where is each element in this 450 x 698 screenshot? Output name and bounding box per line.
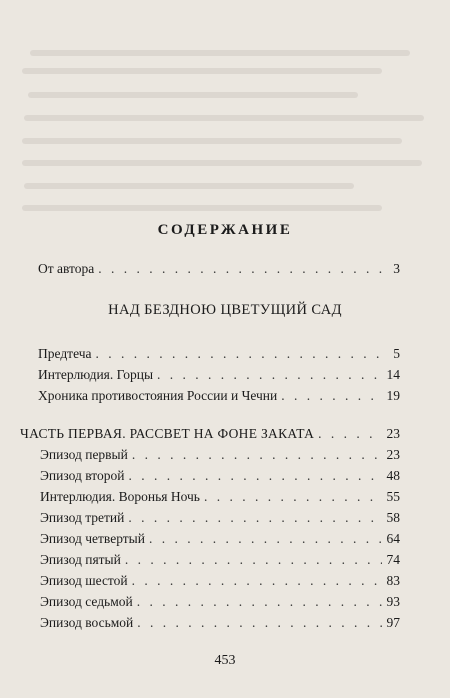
leader-dots [149, 530, 382, 548]
entry-label: Эпизод первый [40, 447, 128, 462]
toc-entry[interactable] [40, 467, 400, 485]
entry-label: От автора [38, 261, 95, 276]
toc-entry[interactable] [38, 387, 400, 405]
entry-label: Эпизод второй [40, 468, 125, 483]
entry-page: 97 [386, 615, 400, 630]
leader-dots [318, 425, 382, 443]
leader-dots [281, 387, 382, 405]
entry-page: 64 [386, 531, 400, 546]
entry-page: 19 [386, 388, 400, 403]
toc-entry[interactable] [40, 530, 400, 548]
toc-part-heading[interactable] [20, 425, 400, 443]
leader-dots [204, 488, 382, 506]
entry-page: 23 [386, 447, 400, 462]
toc-entry[interactable] [40, 509, 400, 527]
entry-page: 58 [386, 510, 400, 525]
leader-dots [132, 572, 382, 590]
leader-dots [128, 509, 382, 527]
entry-label: Эпизод восьмой [40, 615, 134, 630]
toc-entry[interactable] [40, 446, 400, 464]
entry-label: Эпизод четвертый [40, 531, 145, 546]
entry-page: 93 [386, 594, 400, 609]
section-title: НАД БЕЗДНОЮ ЦВЕТУЩИЙ САД [108, 302, 342, 318]
entry-label: Эпизод пятый [40, 552, 121, 567]
toc-entry[interactable] [40, 488, 400, 506]
entry-label: Эпизод третий [40, 510, 125, 525]
entry-page: 55 [386, 489, 400, 504]
leader-dots [98, 260, 382, 278]
entry-page: 48 [386, 468, 400, 483]
toc-entry[interactable] [40, 551, 400, 569]
entry-page: 83 [386, 573, 400, 588]
leader-dots [157, 366, 382, 384]
entry-page: 3 [393, 261, 400, 276]
toc-entry[interactable] [38, 345, 400, 363]
leader-dots [137, 593, 382, 611]
toc-entry[interactable] [40, 572, 400, 590]
entry-label: Интерлюдия. Горцы [38, 367, 154, 382]
leader-dots [137, 614, 382, 632]
leader-dots [96, 345, 382, 363]
entry-label: Эпизод шестой [40, 573, 128, 588]
page-number: 453 [214, 653, 236, 668]
entry-page: 5 [393, 346, 400, 361]
entry-page: 14 [386, 367, 400, 382]
leader-dots [125, 551, 382, 569]
toc-entry-author[interactable] [38, 260, 400, 278]
toc-entry[interactable] [40, 614, 400, 632]
leader-dots [128, 467, 382, 485]
entry-page: 23 [386, 426, 400, 441]
entry-page: 74 [386, 552, 400, 567]
entry-label: Предтеча [38, 346, 92, 361]
toc-entry[interactable] [40, 593, 400, 611]
entry-label: Хроника противостояния России и Чечни [38, 388, 278, 403]
bleed-through-text [0, 0, 450, 240]
entry-label: Эпизод седьмой [40, 594, 133, 609]
part-title: ЧАСТЬ ПЕРВАЯ. РАССВЕТ НА ФОНЕ ЗАКАТА [20, 426, 315, 441]
leader-dots [132, 446, 382, 464]
entry-label: Интерлюдия. Воронья Ночь [40, 489, 200, 504]
toc-entry[interactable] [38, 366, 400, 384]
toc-title: СОДЕРЖАНИЕ [157, 222, 293, 238]
